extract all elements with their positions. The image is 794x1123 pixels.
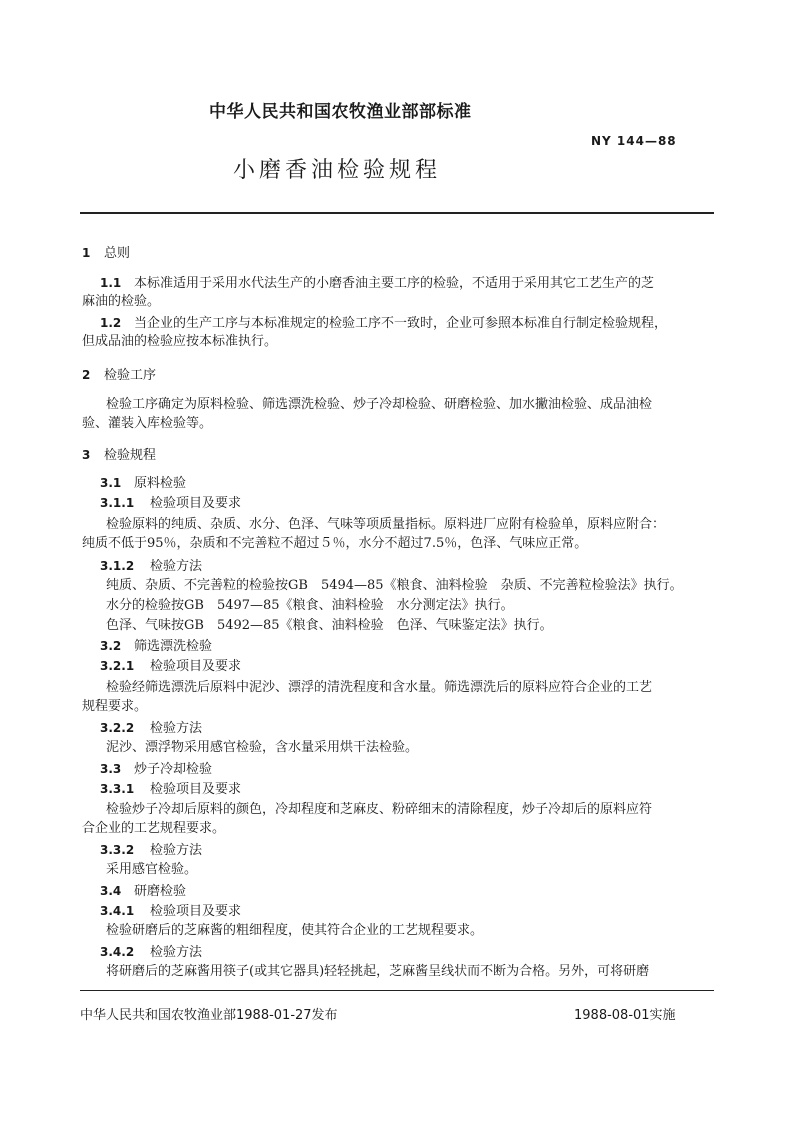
- paragraph-line: 规程要求。: [82, 699, 148, 714]
- subsection-heading: 3.2.1 检验项目及要求: [100, 659, 242, 674]
- paragraph-line: 水分的检验按GB 5497—85《粮食、油料检验 水分测定法》执行。: [106, 598, 514, 613]
- subsection-heading: 3.4.1 检验项目及要求: [100, 904, 242, 919]
- paragraph-line: 色泽、气味按GB 5492—85《粮食、油料检验 色泽、气味鉴定法》执行。: [106, 618, 553, 633]
- effective-date: 1988-08-01实施: [574, 1008, 676, 1023]
- subsection-heading: 3.2.2 检验方法: [100, 721, 203, 736]
- paragraph-line: 采用感官检验。: [106, 862, 198, 877]
- paragraph-line: 检验炒子冷却后原料的颜色，冷却程度和芝麻皮、粉碎细末的清除程度，炒子冷却后的原料应符: [106, 802, 653, 817]
- paragraph-line: 泥沙、漂浮物采用感官检验，含水量采用烘干法检验。: [106, 740, 419, 755]
- subsection-heading: 3.3 炒子冷却检验: [100, 762, 213, 777]
- paragraph-line: 纯质不低于95％，杂质和不完善粒不超过５％，水分不超过7.5％，色泽、气味应正常。: [82, 536, 588, 551]
- subsection-heading: 3.1 原料检验: [100, 476, 187, 491]
- top-rule: [80, 212, 714, 214]
- subsection-heading: 3.2 筛选漂洗检验: [100, 639, 213, 654]
- paragraph-line: 1.1 本标准适用于采用水代法生产的小磨香油主要工序的检验，不适用于采用其它工艺生产的芝: [100, 276, 655, 291]
- subsection-heading: 3.3.2 检验方法: [100, 843, 203, 858]
- subsection-heading: 3.1.2 检验方法: [100, 559, 203, 574]
- paragraph-line: 合企业的工艺规程要求。: [82, 821, 226, 836]
- paragraph-line: 检验经筛选漂洗后原料中泥沙、漂浮的清洗程度和含水量。筛选漂洗后的原料应符合企业的工艺: [106, 680, 653, 695]
- subsection-heading: 3.1.1 检验项目及要求: [100, 496, 242, 511]
- paragraph-line: 检验原料的纯质、杂质、水分、色泽、气味等项质量指标。原料进厂应附有检验单，原料应附合：: [106, 517, 666, 532]
- subsection-heading: 3.4.2 检验方法: [100, 945, 203, 960]
- paragraph-line: 麻油的检验。: [82, 294, 161, 309]
- paragraph-line: 将研磨后的芝麻酱用筷子(或其它器具)轻轻挑起，芝麻酱呈线状而不断为合格。另外，可将研磨: [106, 964, 650, 979]
- issue-info: 中华人民共和国农牧渔业部1988-01-27发布: [80, 1008, 338, 1023]
- subsection-heading: 3.3.1 检验项目及要求: [100, 782, 242, 797]
- subsection-heading: 3.4 研磨检验: [100, 884, 187, 899]
- paragraph-line: 检验工序确定为原料检验、筛选漂洗检验、炒子冷却检验、研磨检验、加水撇油检验、成品油检: [106, 397, 653, 412]
- paragraph-line: 验、灌装入库检验等。: [82, 416, 213, 431]
- paragraph-line: 1.2 当企业的生产工序与本标准规定的检验工序不一致时，企业可参照本标准自行制定检验规程，: [100, 316, 668, 331]
- paragraph-line: 但成品油的检验应按本标准执行。: [82, 334, 278, 349]
- paragraph-line: 检验研磨后的芝麻酱的粗细程度，使其符合企业的工艺规程要求。: [106, 923, 484, 938]
- paragraph-line: 纯质、杂质、不完善粒的检验按GB 5494—85《粮食、油料检验 杂质、不完善粒检验法》执行。: [106, 578, 683, 593]
- section-heading: 3 检验规程: [82, 448, 157, 463]
- section-heading: 1 总则: [82, 246, 131, 261]
- bottom-rule: [80, 990, 714, 991]
- ministry-header: 中华人民共和国农牧渔业部部标准: [209, 102, 472, 122]
- document-title: 小磨香油检验规程: [233, 158, 442, 183]
- standard-code: NY 144—88: [591, 134, 677, 148]
- section-heading: 2 检验工序: [82, 368, 157, 383]
